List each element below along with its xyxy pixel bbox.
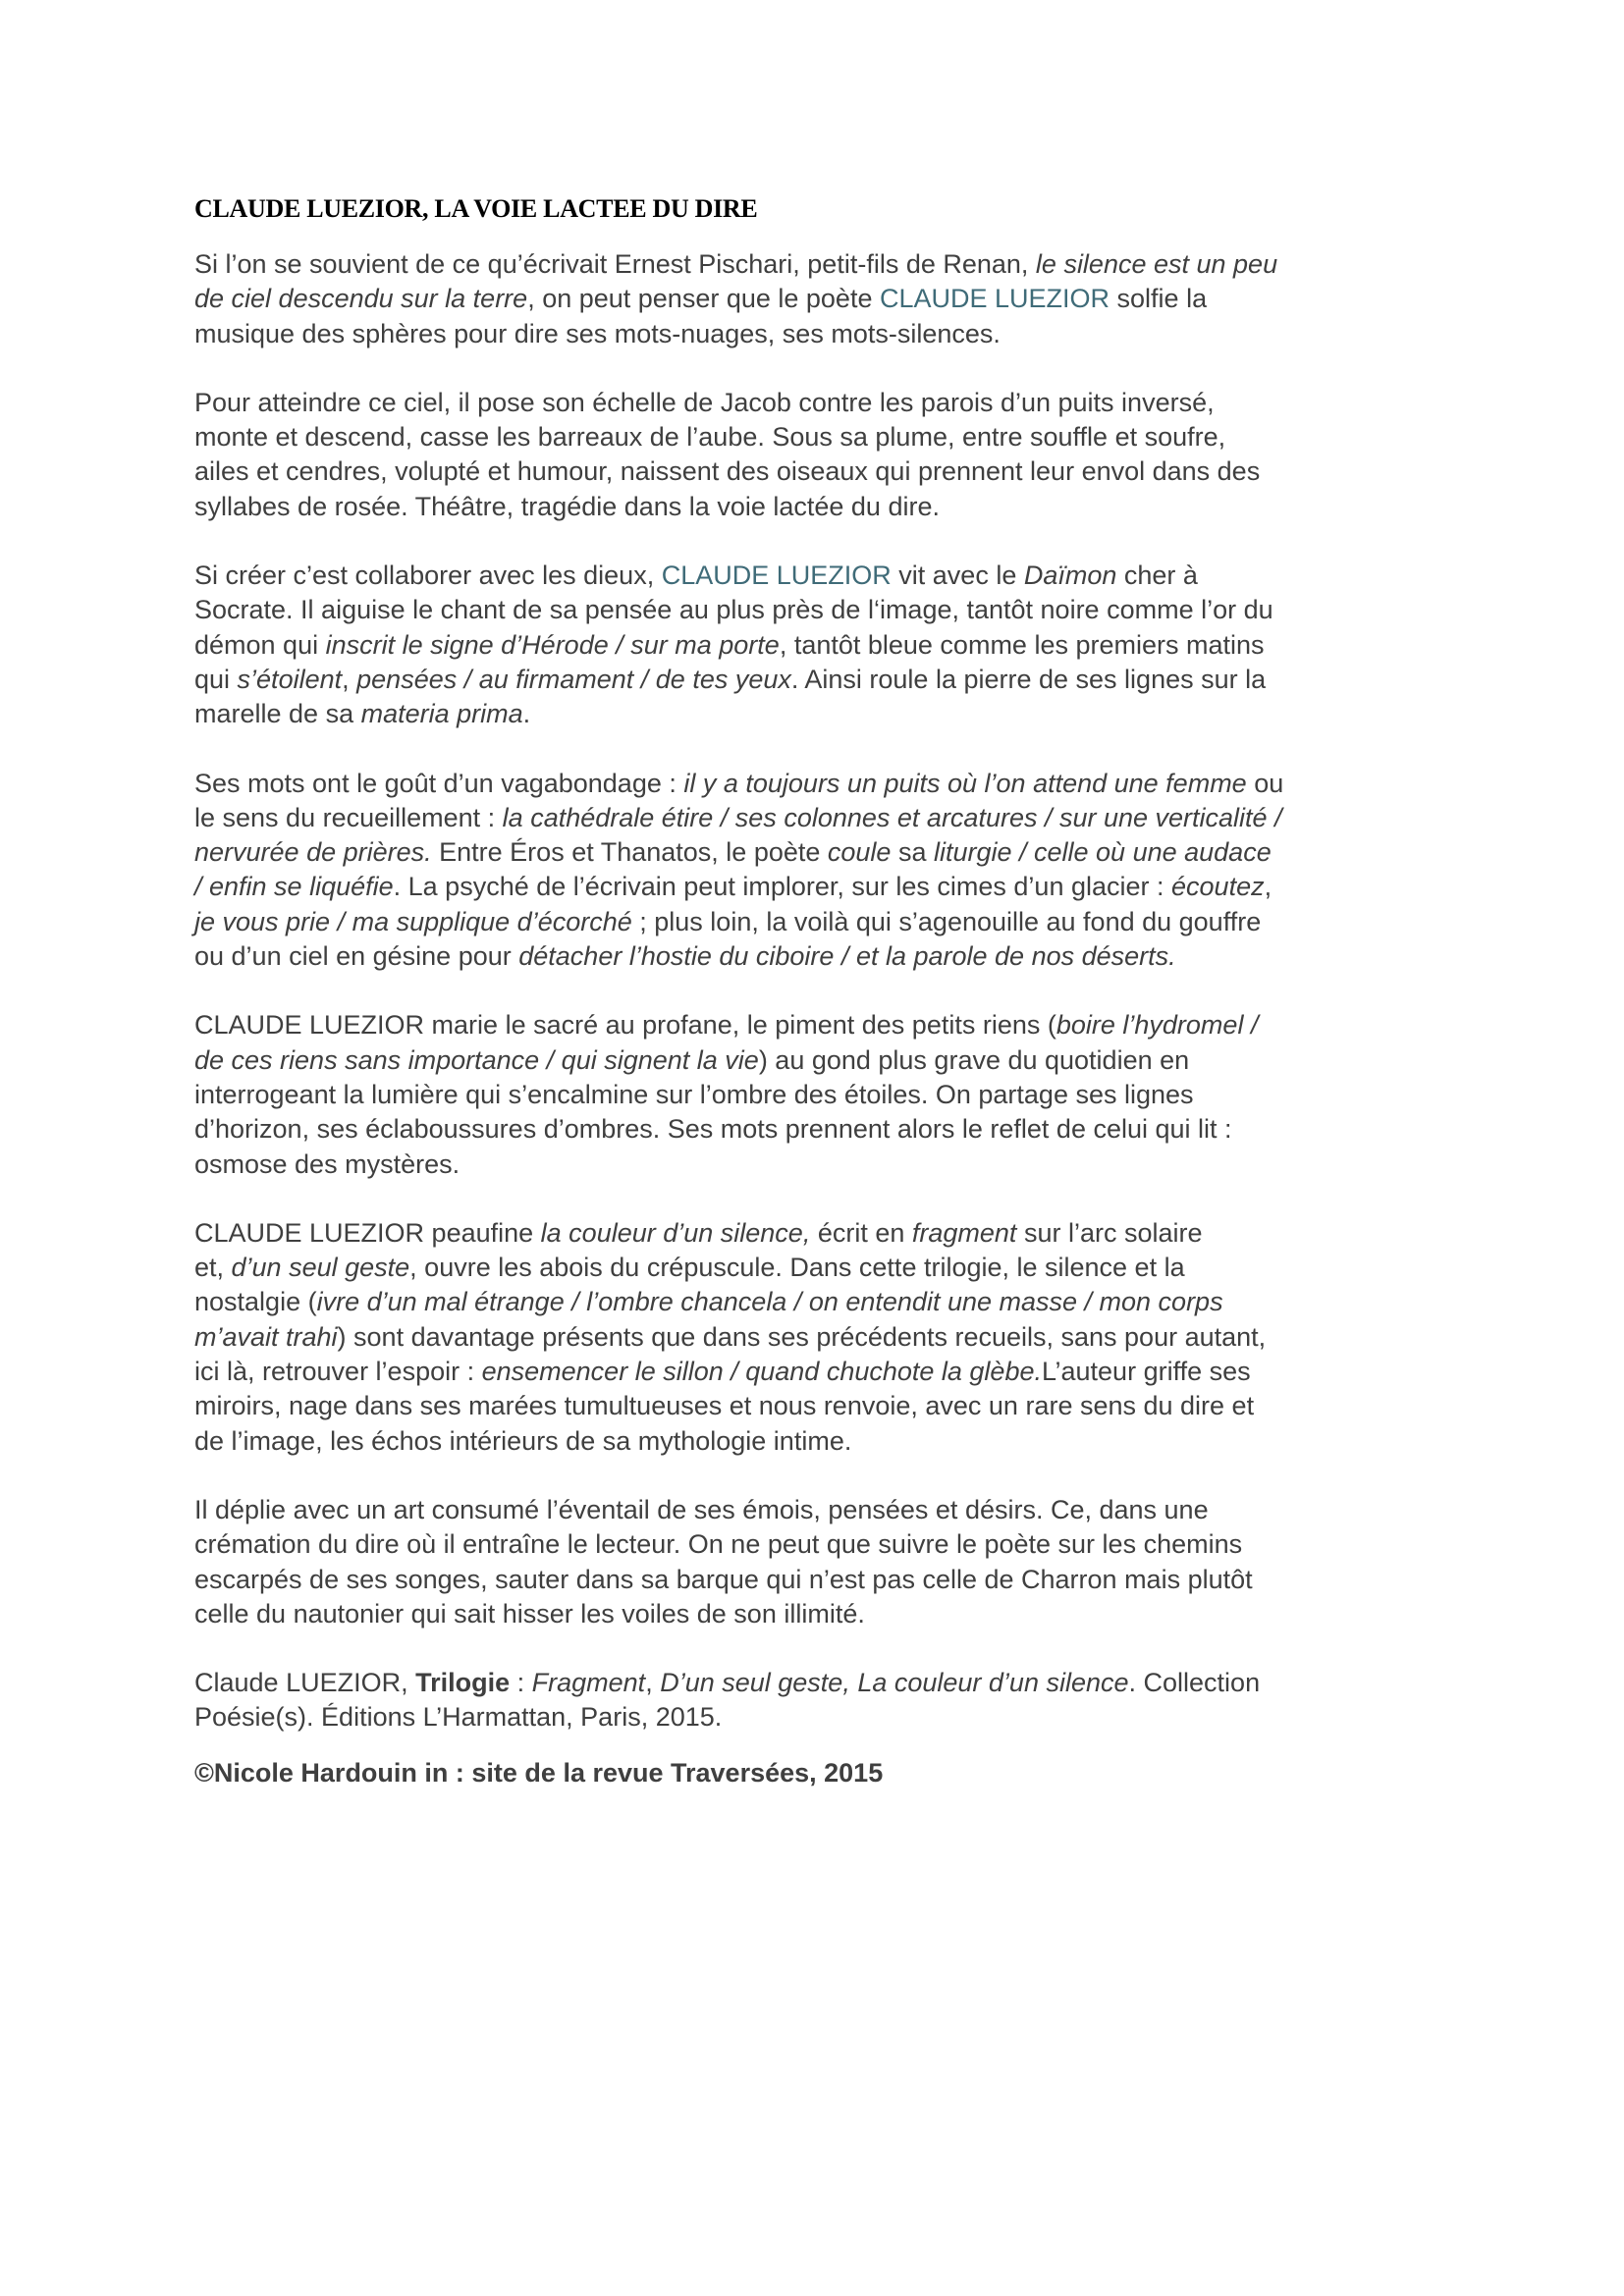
- text-line: [194, 386, 1441, 420]
- text-line: [194, 1043, 1441, 1078]
- italic-quote: / enfin se liquéfie: [194, 872, 394, 902]
- text-line: [194, 628, 1441, 663]
- text-line: [194, 454, 1441, 489]
- italic-quote: ensemencer le sillon / quand chuchote la glèbe.: [481, 1357, 1042, 1387]
- text-line: [194, 490, 1441, 524]
- text-run: celle du nautonier qui sait hisser les voiles de son illimité.: [194, 1598, 865, 1629]
- text-run: crémation du dire où il entraîne le lecteur. On ne peut que suivre le poète sur les chemins: [194, 1529, 1243, 1560]
- text-line: [194, 1285, 1441, 1319]
- copyright-credit: ©Nicole Hardouin in : site de la revue Traversées, 2015: [194, 1757, 884, 1788]
- text-run: d’horizon, ses éclaboussures d’ombres. Ses mots prennent alors le reflet de celui qui lit :: [194, 1114, 1232, 1145]
- italic-quote: il y a toujours un puits où l’on attend une femme: [683, 768, 1247, 798]
- text-run: monte et descend, casse les barreaux de l’aube. Sous sa plume, entre souffle et soufre,: [194, 422, 1226, 453]
- text-run: , ouvre les abois du crépuscule. Dans cette trilogie, le silence et la: [409, 1253, 1185, 1283]
- text-run: Pour atteindre ce ciel, il pose son échelle de Jacob contre les parois d’un puits inversé,: [194, 387, 1215, 417]
- text-run: Il déplie avec un art consumé l’éventail de ses émois, pensées et désirs. Ce, dans une: [194, 1494, 1209, 1524]
- text-run: osmose des mystères.: [194, 1148, 460, 1179]
- text-run: écrit en: [810, 1217, 912, 1248]
- text-run: vit avec le: [891, 561, 1024, 591]
- text-line: [194, 663, 1441, 697]
- text-run: de l’image, les échos intérieurs de sa mythologie intime.: [194, 1425, 852, 1456]
- text-run: Ses mots ont le goût d’un vagabondage :: [194, 768, 684, 798]
- text-run: ou: [1246, 768, 1284, 798]
- text-line: [194, 697, 1441, 731]
- author-name-highlight: CLAUDE LUEZIOR: [661, 561, 892, 591]
- text-line: [194, 1389, 1441, 1423]
- paragraph: [194, 1216, 1441, 1459]
- text-line: [194, 1251, 1441, 1285]
- text-line: [194, 835, 1441, 870]
- text-run: sur l’arc solaire: [1016, 1217, 1203, 1248]
- text-line: [194, 1527, 1441, 1562]
- author-name-highlight: CLAUDE LUEZIOR: [879, 284, 1110, 314]
- text-run: ,: [1264, 872, 1272, 902]
- italic-quote: écoutez: [1171, 872, 1265, 902]
- italic-quote: coule: [827, 837, 892, 868]
- text-run: Socrate. Il aiguise le chant de sa pensée au plus près de l‘image, tantôt noire comme l’or du: [194, 595, 1273, 625]
- text-run: ou d’un ciel en gésine pour: [194, 941, 519, 972]
- text-run: Si l’on se souvient de ce qu’écrivait Ernest Pischari, petit-fils de Renan,: [194, 249, 1036, 279]
- text-line: [194, 767, 1441, 801]
- text-run: musique des sphères pour dire ses mots-nuages, ses mots-silences.: [194, 318, 1001, 348]
- text-run: , on peut penser que le poète: [527, 284, 880, 314]
- italic-quote: je vous prie / ma supplique d’écorché: [194, 906, 632, 936]
- text-run: solfie la: [1110, 284, 1208, 314]
- italic-quote: Fragment: [531, 1668, 646, 1698]
- text-line: [194, 1666, 1441, 1700]
- italic-quote: s’étoilent: [237, 664, 343, 694]
- paragraph: [194, 1008, 1441, 1181]
- bibliographic-reference: [194, 1666, 1441, 1735]
- text-line: [194, 247, 1441, 282]
- paragraph: [194, 386, 1441, 524]
- text-line: [194, 1112, 1441, 1147]
- italic-quote: détacher l’hostie du ciboire / et la parole de nos déserts.: [518, 941, 1176, 972]
- text-line: [194, 870, 1441, 904]
- text-run: ici là, retrouver l’espoir :: [194, 1357, 482, 1387]
- text-line: [194, 1148, 1441, 1182]
- text-line: [194, 559, 1441, 593]
- italic-quote: m’avait trahi: [194, 1321, 338, 1352]
- text-run: Si créer c’est collaborer avec les dieux,: [194, 561, 662, 591]
- text-line: [194, 939, 1441, 974]
- text-run: L’auteur griffe ses: [1041, 1357, 1251, 1387]
- text-line: [194, 1424, 1441, 1459]
- italic-quote: boire l’hydromel /: [1056, 1010, 1259, 1041]
- text-run: le sens du recueillement :: [194, 802, 503, 832]
- text-run: , tantôt bleue comme les premiers matins: [779, 629, 1265, 660]
- italic-quote: nervurée de prières.: [194, 837, 432, 868]
- text-run: syllabes de rosée. Théâtre, tragédie dans la voie lactée du dire.: [194, 491, 940, 521]
- document-page: [194, 192, 1441, 1790]
- text-run: ) sont davantage présents que dans ses précédents recueils, sans pour autant,: [337, 1321, 1267, 1352]
- text-run: . La psyché de l’écrivain peut implorer, sur les cimes d’un glacier :: [393, 872, 1172, 902]
- text-run: . Ainsi roule la pierre de ses lignes sur la: [790, 664, 1267, 694]
- text-line: [194, 593, 1441, 627]
- text-run: marelle de sa: [194, 699, 361, 729]
- italic-quote: ivre d’un mal étrange / l’ombre chancela / on entendit une masse / mon corps: [316, 1287, 1223, 1317]
- text-line: [194, 420, 1441, 454]
- text-run: Poésie(s). Éditions L’Harmattan, Paris, 2015.: [194, 1702, 723, 1733]
- text-line: [194, 801, 1441, 835]
- italic-quote: inscrit le signe d’Hérode / sur ma porte: [325, 629, 780, 660]
- italic-quote: de ces riens sans importance / qui signent la vie: [194, 1044, 759, 1075]
- text-run: ailes et cendres, volupté et humour, naissent des oiseaux qui prennent leur envol dans des: [194, 456, 1261, 487]
- text-run: . Collection: [1128, 1668, 1261, 1698]
- italic-quote: pensées / au firmament / de tes yeux: [356, 664, 791, 694]
- text-line: [194, 282, 1441, 316]
- text-run: CLAUDE LUEZIOR peaufine: [194, 1217, 541, 1248]
- italic-quote: la couleur d’un silence,: [540, 1217, 811, 1248]
- text-line: [194, 1493, 1441, 1527]
- text-run: nostalgie (: [194, 1287, 317, 1317]
- italic-quote: Daïmon: [1023, 561, 1117, 591]
- article-title: CLAUDE LUEZIOR, LA VOIE LACTEE DU DIRE: [194, 194, 758, 223]
- text-line: [194, 317, 1441, 351]
- paragraph: [194, 559, 1441, 731]
- text-line: [194, 1320, 1441, 1355]
- paragraph: [194, 247, 1441, 351]
- text-run: sa: [891, 837, 934, 868]
- text-run: Claude LUEZIOR,: [194, 1668, 416, 1698]
- text-run: ) au gond plus grave du quotidien en: [758, 1044, 1190, 1075]
- paragraph: [194, 1493, 1441, 1631]
- text-line: [194, 1008, 1441, 1042]
- italic-quote: D’un seul geste, La couleur d’un silence: [660, 1668, 1129, 1698]
- text-line: [194, 1216, 1441, 1251]
- text-line: [194, 1355, 1441, 1389]
- article-body: [194, 247, 1441, 1735]
- text-run: et,: [194, 1253, 232, 1283]
- text-run: démon qui: [194, 629, 326, 660]
- italic-quote: d’un seul geste: [231, 1253, 410, 1283]
- text-run: Entre Éros et Thanatos, le poète: [431, 837, 828, 868]
- italic-quote: materia prima: [360, 699, 523, 729]
- italic-quote: de ciel descendu sur la terre: [194, 284, 528, 314]
- text-run: interrogeant la lumière qui s’encalmine sur l’ombre des étoiles. On partage ses lignes: [194, 1079, 1194, 1109]
- text-run: ,: [645, 1668, 661, 1698]
- text-line: [194, 1078, 1441, 1112]
- italic-quote: fragment: [911, 1217, 1017, 1248]
- italic-quote: le silence est un peu: [1035, 249, 1278, 279]
- text-run: CLAUDE LUEZIOR marie le sacré au profane, le piment des petits riens (: [194, 1010, 1056, 1041]
- text-run: :: [510, 1668, 532, 1698]
- italic-quote: la cathédrale étire / ses colonnes et arcatures / sur une verticalité /: [502, 802, 1282, 832]
- text-line: [194, 1700, 1441, 1735]
- text-line: [194, 1597, 1441, 1631]
- paragraph: [194, 767, 1441, 975]
- text-line: [194, 1563, 1441, 1597]
- bold-text: Trilogie: [415, 1668, 511, 1698]
- text-run: cher à: [1116, 561, 1198, 591]
- text-line: [194, 905, 1441, 939]
- text-run: escarpés de ses songes, sauter dans sa barque qui n’est pas celle de Charron mais plutôt: [194, 1564, 1253, 1594]
- text-run: .: [522, 699, 531, 729]
- text-run: ; plus loin, la voilà qui s’agenouille au fond du gouffre: [631, 906, 1262, 936]
- text-run: miroirs, nage dans ses marées tumultueuses et nous renvoie, avec un rare sens du dire et: [194, 1391, 1255, 1421]
- text-run: ,: [342, 664, 357, 694]
- italic-quote: liturgie / celle où une audace: [933, 837, 1272, 868]
- text-run: qui: [194, 664, 238, 694]
